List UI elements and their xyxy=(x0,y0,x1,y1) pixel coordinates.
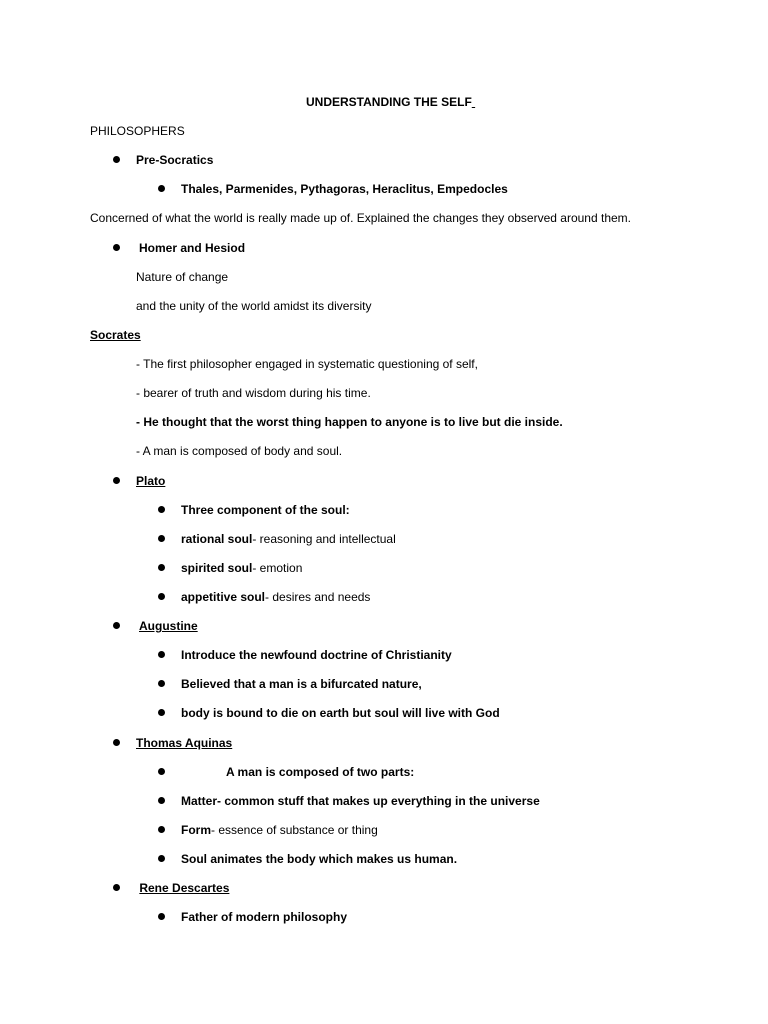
bullet-icon xyxy=(158,651,165,658)
plato-point-lead: rational soul xyxy=(181,532,253,546)
aquinas-point-rest: A man is composed of two parts: xyxy=(226,765,415,779)
plato-heading: Plato xyxy=(136,474,166,488)
plato-point-rest: - desires and needs xyxy=(265,590,371,604)
aquinas-heading: Thomas Aquinas xyxy=(136,736,233,750)
socrates-point: - The first philosopher engaged in systematic questioning of self, xyxy=(136,357,478,371)
aquinas-point-rest: - common stuff that makes up everything in the universe xyxy=(217,794,540,808)
augustine-point: Believed that a man is a bifurcated nature, xyxy=(181,677,422,691)
plato-point xyxy=(181,531,396,547)
plato-point-lead: appetitive soul xyxy=(181,590,266,604)
descartes-point: Father of modern philosophy xyxy=(181,910,348,924)
socrates-heading: Socrates xyxy=(90,328,141,342)
bullet-icon xyxy=(158,768,165,775)
socrates-point: - A man is composed of body and soul. xyxy=(136,444,343,458)
augustine-point: body is bound to die on earth but soul will live with God xyxy=(181,706,500,720)
bullet-icon xyxy=(158,564,165,571)
socrates-point: - bearer of truth and wisdom during his time. xyxy=(136,386,371,400)
aquinas-point-rest: Soul animates the body which makes us human. xyxy=(181,852,458,866)
aquinas-point xyxy=(181,822,378,838)
plato-point xyxy=(181,560,302,576)
aquinas-point-lead: Matter xyxy=(181,794,218,808)
aquinas-point xyxy=(181,793,540,809)
plato-point-lead: Three component of the soul: xyxy=(181,503,350,517)
bullet-icon xyxy=(158,535,165,542)
bullet-icon xyxy=(158,913,165,920)
plato-point xyxy=(181,502,350,518)
bullet-icon xyxy=(158,185,165,192)
bullet-icon xyxy=(158,680,165,687)
document-title xyxy=(306,94,475,110)
homer-hesiod-label: Homer and Hesiod xyxy=(139,241,246,255)
bullet-icon xyxy=(113,739,120,746)
bullet-icon xyxy=(113,244,120,251)
philosophers-heading: PHILOSOPHERS xyxy=(90,124,185,138)
aquinas-point xyxy=(181,851,457,867)
bullet-icon xyxy=(158,826,165,833)
aquinas-point xyxy=(226,764,414,780)
bullet-icon xyxy=(158,593,165,600)
plato-point-rest: - reasoning and intellectual xyxy=(252,532,396,546)
pre-socratics-names: Thales, Parmenides, Pythagoras, Heraclitus, Empedocles xyxy=(181,182,508,196)
aquinas-point-lead: Form xyxy=(181,823,211,837)
descartes-heading xyxy=(136,880,229,896)
unity-text: and the unity of the world amidst its diversity xyxy=(136,299,372,313)
title-underline-tail xyxy=(472,95,475,109)
title-text: UNDERSTANDING THE SELF xyxy=(306,95,472,109)
bullet-icon xyxy=(158,709,165,716)
bullet-icon xyxy=(113,156,120,163)
aquinas-point-rest: - essence of substance or thing xyxy=(211,823,378,837)
descartes-heading-text: Rene Descartes xyxy=(139,881,230,895)
bullet-icon xyxy=(113,477,120,484)
bullet-icon xyxy=(158,797,165,804)
plato-point-lead: spirited soul xyxy=(181,561,253,575)
socrates-point: - He thought that the worst thing happen to anyone is to live but die inside. xyxy=(136,415,563,429)
bullet-icon xyxy=(158,506,165,513)
nature-of-change-text: Nature of change xyxy=(136,270,229,284)
bullet-icon xyxy=(113,884,120,891)
concerned-paragraph: Concerned of what the world is really made up of. Explained the changes they observed around them. xyxy=(90,211,631,225)
augustine-heading: Augustine xyxy=(139,619,198,633)
plato-point-rest: - emotion xyxy=(252,561,303,575)
augustine-point: Introduce the newfound doctrine of Christianity xyxy=(181,648,452,662)
bullet-icon xyxy=(158,855,165,862)
bullet-icon xyxy=(113,622,120,629)
plato-point xyxy=(181,589,370,605)
pre-socratics-label: Pre-Socratics xyxy=(136,153,214,167)
